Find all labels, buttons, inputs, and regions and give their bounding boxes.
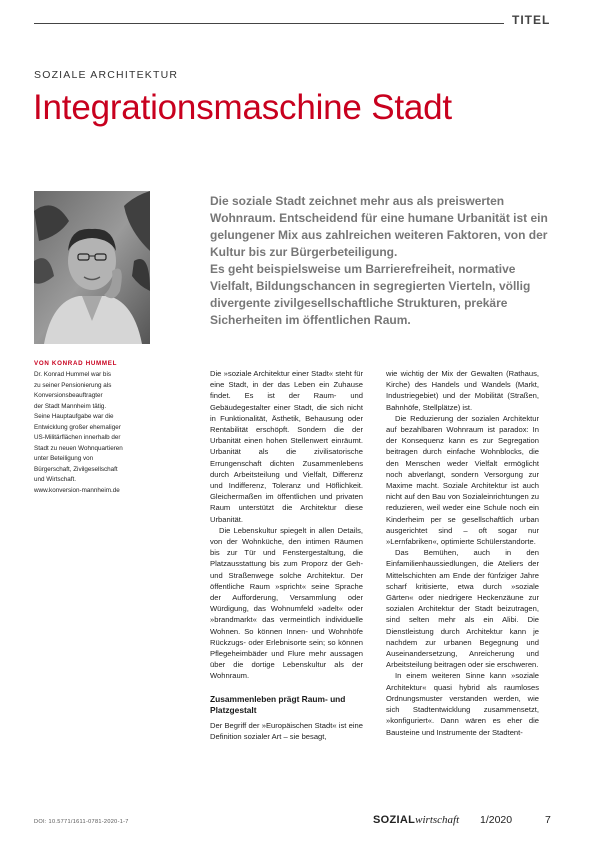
body-paragraph: Die »soziale Architektur einer Stadt« steht für eine Stadt, in der das Leben ein Zuhause findet. Es ist der Raum- und Gebäudegestalter einer Stadt, die sich nicht in Funktionalität, Ästhetik, Behausung oder Rentabilität erschöpft. Sondern die der Urbanität einen hohen Stellenwert einräumt. Urbanität als die zivilisatorische Errungenschaft dichten Zusammenlebens durch Arbeitsteilung und Vielfalt, Differenz und Indifferenz, Toleranz und Höflichkeit. Gleichermaßen im öffentlichen und privaten Raum unterstützt die Architektur diese Urbanität. — [210, 369, 363, 524]
issue-number: 1/2020 — [480, 814, 513, 826]
body-paragraph: Das Bemühen, auch in den Einfamilienhaussiedlungen, die Ateliers der Mittelschichten am Ende der fünfziger Jahre scharf kritisierte, etwa durch »soziale Gärten« oder niedrigere Heckenzäune zur sozialen Architektur der Stadt beizutragen, sind selten mehr als ein Alibi. Die Dienstleistung durch Architektur kann je nachdem zur urbanen Begegnung und Auseinandersetzung, Anreicherung und Arbeitsteilung beitragen oder sie erschweren. — [386, 548, 539, 670]
body-column-2 — [386, 368, 539, 738]
bio-line: US-Militärflächen innerhalb der — [34, 434, 121, 441]
body-paragraph: Der Begriff der »Europäischen Stadt« ist eine Definition sozialer Art – sie besagt, — [210, 720, 363, 741]
bio-line: und Wirtschaft. — [34, 476, 76, 483]
article-lead — [210, 193, 555, 329]
body-paragraph: Die Lebenskultur spiegelt in allen Details, von der Wohnküche, den intimen Räumen bis zur Tür und Fenstergestaltung, die Platzausstattung bis zum Proporz der Geh- und Straßenwege solche Architektur. Der öffentliche Raum »spricht« seine Sprache der Aufforderung, Versammlung oder Würdigung, das Wohnumfeld »adelt« oder »brandmarkt« das vermeintlich individuelle Wohnen. So können Innen- und Wohnhöfe Rückzugs- oder Erlebnisorte sein; so können Pflegeheimbäder und Flure mehr aussagen über die dortige Lebenskultur als der Wohnraum. — [210, 525, 363, 681]
bio-line: zu seiner Pensionierung als — [34, 381, 112, 389]
doi-reference: DOI: 10.5771/1611-0781-2020-1-7 — [34, 819, 129, 825]
bio-line: Stadt zu neuen Wohnquartieren — [34, 444, 123, 452]
section-label: TITEL — [512, 13, 551, 27]
brand-bold: SOZIAL — [373, 814, 416, 826]
article-kicker: SOZIALE ARCHITEKTUR — [34, 69, 179, 81]
body-paragraph: wie wichtig der Mix der Gewalten (Rathaus, Kirche) des Handels und Wandels (Markt, Industriegebiet) und der Mobilität (Straßen, Bahnhöfe, Stellplätze) ist. — [386, 369, 539, 412]
header-rule — [34, 23, 504, 24]
bio-line: Konversionsbeauftragter — [34, 392, 103, 399]
bio-website-link[interactable]: www.konversion-mannheim.de — [34, 486, 120, 494]
body-paragraph: Die Reduzierung der sozialen Architektur auf bezahlbaren Wohnraum ist paradox: In der Konsequenz kann es zur Segregation beitragen durch einfache Wohnblocks, die den Menschen weder Vielfalt ermöglicht noch abverlangt, sondern Versorgung zur Maxime macht. Soziale Architektur ist auch nicht auf den Bau von Sozialeinrichtungen zu reduzieren, weil weder eine Schule noch ein Kinderheim per se gesellschaftlich urban ausgerichtet sind – oft sogar nur »Lernfabriken«, optimierte Schülerstandorte. — [386, 413, 539, 547]
author-bio — [34, 370, 166, 496]
bio-line: Bürgerschaft, Zivilgesellschaft — [34, 465, 118, 473]
bio-line: unter Beteiligung von — [34, 455, 94, 462]
page-number: 7 — [545, 814, 551, 826]
bio-line: Dr. Konrad Hummel war bis — [34, 371, 111, 378]
body-column-1 — [210, 368, 363, 742]
author-byline: VON KONRAD HUMMEL — [34, 360, 118, 367]
author-portrait-photo — [34, 191, 150, 344]
section-subheading: Zusammenleben prägt Raum- und Platzgestalt — [210, 693, 346, 715]
bio-line: Seine Hauptaufgabe war die — [34, 413, 114, 420]
lead-paragraph: Die soziale Stadt zeichnet mehr aus als preiswerten Wohnraum. Entscheidend für eine humane Urbanität ist ein gelungener Mix aus zahlreichen weiteren Faktoren, von der Kultur bis zur Bürgerbeteiligung. — [210, 194, 548, 259]
lead-paragraph: Es geht beispielsweise um Barrierefreiheit, normative Vielfalt, Bildungschancen in segregierten Vierteln, völlig divergente zivilgesellschaftliche Strukturen, prekäre Sicherheiten im öffentlichen Raum. — [210, 262, 531, 327]
magazine-brand — [373, 814, 459, 826]
article-title: Integrationsmaschine Stadt — [33, 88, 452, 127]
body-paragraph: In einem weiteren Sinne kann »soziale Architektur« quasi hybrid als raumloses Ordnungsmuster verstanden werden, wie sich Stadtentwicklung zusammensetzt, »konfiguriert«. Dann wären es eher die Bausteine und Instrumente der Stadtent- — [386, 671, 539, 737]
bio-line: der Stadt Mannheim tätig. — [34, 402, 107, 410]
brand-italic: wirtschaft — [415, 814, 460, 826]
bio-line: Entwicklung großer ehemaliger — [34, 423, 121, 431]
